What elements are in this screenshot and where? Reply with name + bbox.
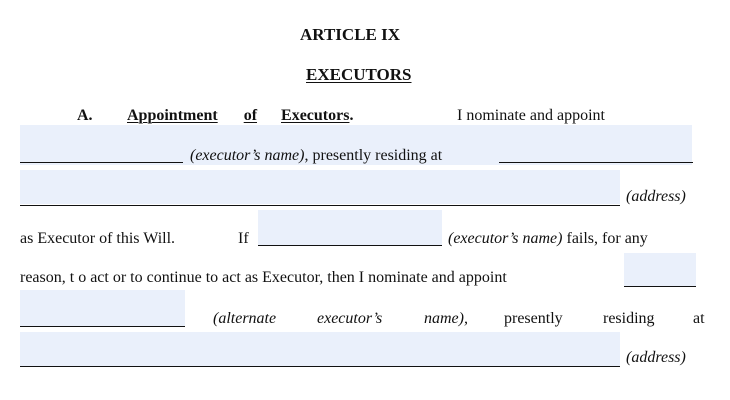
line1-text: I nominate and appoint [457, 107, 605, 124]
line5-text: reason, t o act or to continue to act as Executor, then I nominate and appoint [20, 269, 507, 286]
address-underline [20, 205, 620, 206]
subsection-title-word: Appointment [127, 107, 218, 124]
executor-name-field-2[interactable] [258, 210, 442, 246]
line2-mid: , presently residing at [304, 147, 443, 164]
alternate-executor-field-2[interactable] [20, 290, 185, 326]
line6-word: name), [424, 310, 468, 327]
executor-name-underline [20, 162, 183, 163]
line6-word: (alternate [213, 310, 277, 327]
line4-if: If [238, 230, 249, 247]
line6-word: presently [504, 310, 563, 327]
executor-address-field[interactable] [20, 170, 620, 204]
subsection-letter: A. [77, 107, 93, 124]
line4-tail [448, 229, 648, 249]
line2-text [190, 146, 442, 166]
subsection-title-period: . [349, 107, 354, 124]
subsection-title [127, 106, 353, 126]
line6-word: residing [603, 310, 655, 327]
section-heading: EXECUTORS [306, 65, 412, 84]
line4-end: fails, for any [566, 230, 648, 247]
executor-name-hint: (executor’s name) [190, 147, 305, 164]
line6-word: executor’s [317, 310, 383, 327]
alternate-underline-2 [20, 326, 185, 327]
line6-word: at [693, 310, 705, 327]
subsection-title-word: Executors [281, 107, 350, 124]
executor-name-hint-2: (executor’s name) [448, 230, 563, 247]
alternate-address-field[interactable] [20, 332, 620, 366]
residence-underline [499, 162, 693, 163]
address-hint: (address) [626, 188, 686, 205]
line4-start: as Executor of this Will. [20, 230, 176, 247]
alternate-underline-1 [624, 286, 696, 287]
article-heading: ARTICLE IX [300, 25, 401, 44]
subsection-title-word: of [243, 107, 258, 124]
executor-name-underline-2 [258, 245, 442, 246]
alternate-address-underline [20, 366, 620, 367]
alternate-executor-field[interactable] [624, 253, 696, 287]
alternate-address-hint: (address) [626, 349, 686, 366]
